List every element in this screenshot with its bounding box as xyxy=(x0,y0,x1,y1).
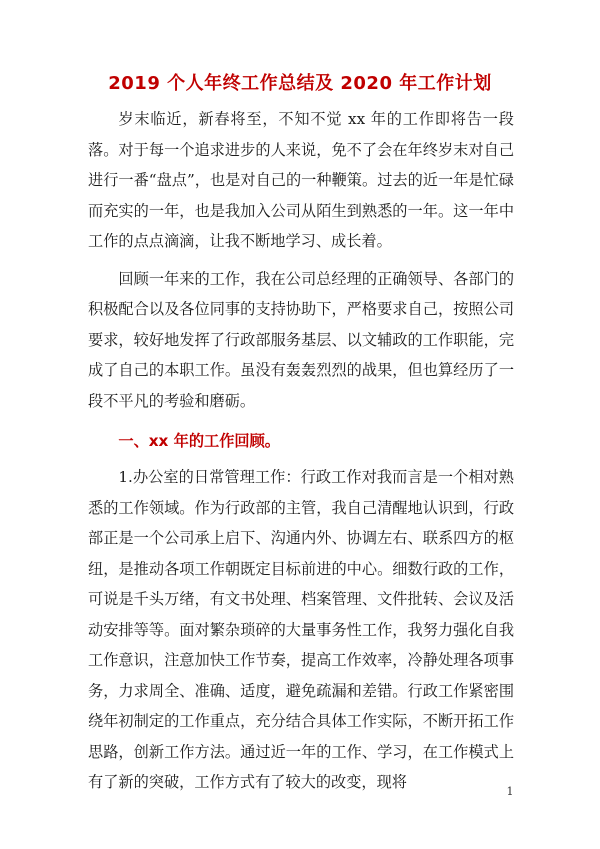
section-heading: 一、xx 年的工作回顾。 xyxy=(118,432,280,450)
review-paragraph: 回顾一年来的工作，我在公司总经理的正确领导、各部门的积极配合以及各位同事的支持协助下，严格要求自己，按照公司要求，较好地发挥了行政部服务基层、以文辅政的工作职能，完成了自己的本职工作。虽没有轰轰烈烈的战果，但也算经历了一段不平凡的考验和磨砺。 xyxy=(88,269,514,410)
page-number: 1 xyxy=(506,785,514,798)
document-body xyxy=(88,104,514,798)
intro-paragraph: 岁末临近，新春将至，不知不觉 xx 年的工作即将告一段落。对于每一个追求进步的人来说，免不了会在年终岁末对自己进行一番“盘点”，也是对自己的一种鞭策。过去的近一年是忙碌而充实的一年，也是我加入公司从陌生到熟悉的一年。这一年中工作的点点滴滴，让我不断地学习、成长着。 xyxy=(88,110,514,250)
office-management-paragraph: 1.办公室的日常管理工作：行政工作对我而言是一个相对熟悉的工作领域。作为行政部的主管，我自己清醒地认识到，行政部正是一个公司承上启下、沟通内外、协调左右、联系四方的枢纽，是推动各项工作朝既定目标前进的中心。细数行政的工作，可说是千头万绪，有文书处理、档案管理、文件批转、会议及活动安排等等。面对繁杂琐碎的大量事务性工作，我努力强化自我工作意识，注意加快工作节奏，提高工作效率，冷静处理各项事务，力求周全、准确、适度，避免疏漏和差错。行政工作紧密围绕年初制定的工作重点，充分结合具体工作实际，不断开拓工作思路，创新工作方法。通过近一年的工作、学习，在工作模式上有了新的突破，工作方式有了较大的改变，现将 xyxy=(88,468,514,791)
document-title: 2019 个人年终工作总结及 2020 年工作计划 xyxy=(108,73,492,94)
